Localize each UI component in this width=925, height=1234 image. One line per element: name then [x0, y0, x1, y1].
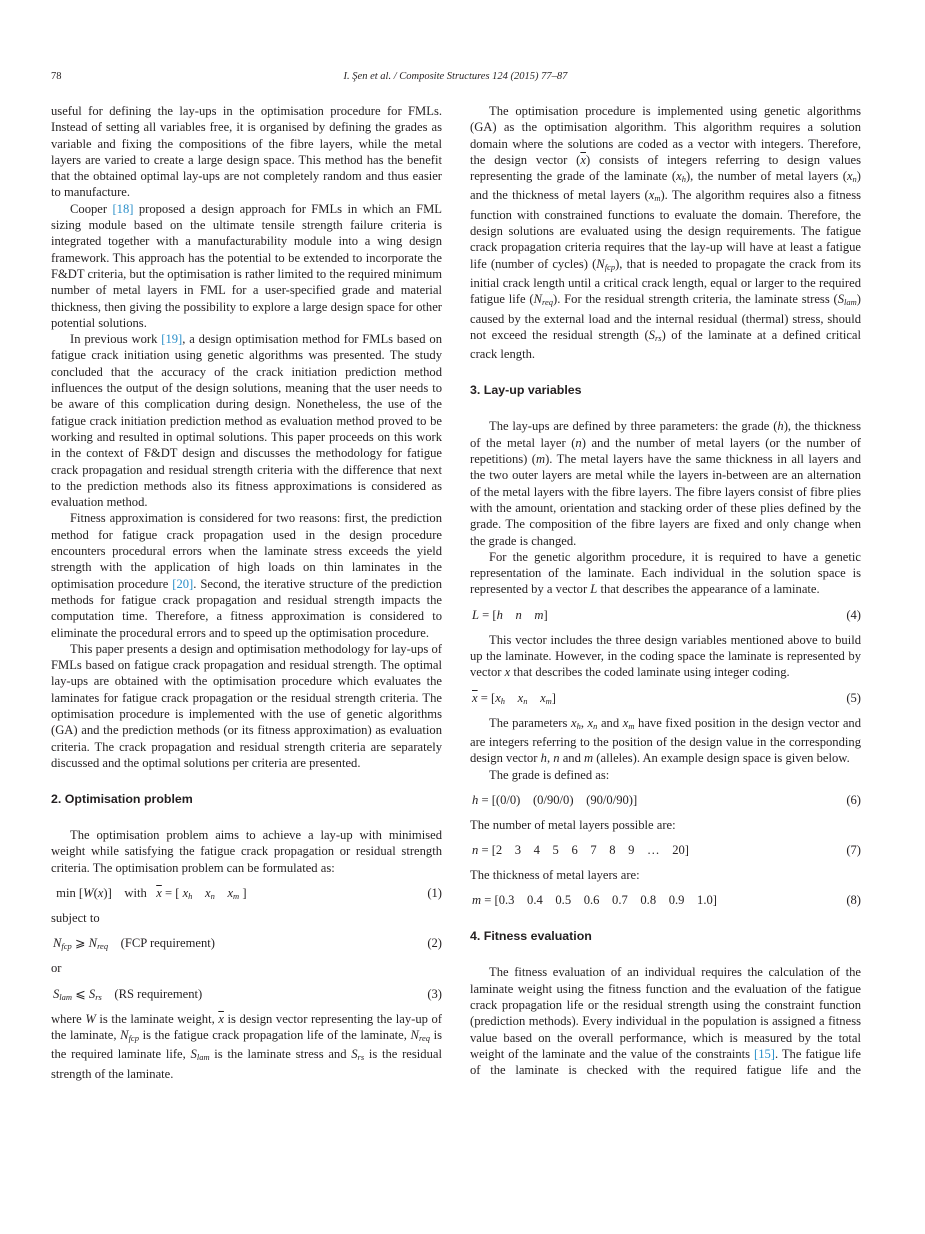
math-variable: x	[205, 886, 211, 901]
text-run: ]	[551, 690, 556, 705]
math-variable: S	[190, 1047, 197, 1062]
paragraph	[470, 715, 861, 767]
text-run: = [2 3 4 5 6 7 8 9 … 20]	[478, 843, 689, 858]
text-run: subject to	[51, 911, 100, 926]
vector-variable: $\overline{x}$	[580, 152, 586, 167]
text-run: ). The metal layers have the same thickness in all layers and the two outer layers are metal while the layers in-between are an alternation of the metal layers with the fibre layers. The fibre layers consist of fibre plies with the amount, orientation and stacking order of these plies defined by the grade. The composition of the fibre layers are fixed and only change when the grade is changed.	[470, 452, 861, 548]
text-run: ]	[543, 607, 548, 622]
math-variable: L	[472, 607, 480, 622]
text-run: For the genetic algorithm procedure, it is required to have a genetic representation of the laminate. Each individual in the solution space is represented by a vector	[470, 549, 861, 597]
subscript: h	[576, 720, 581, 731]
inline-text	[51, 910, 442, 926]
math-variable: n	[575, 435, 582, 450]
subscript: req	[418, 1032, 430, 1043]
equation-number: (5)	[846, 690, 861, 705]
vector-variable: $\overline{x}$	[156, 886, 162, 901]
math-variable: x	[97, 886, 104, 901]
math-variable: S	[648, 327, 655, 342]
paragraph	[51, 331, 442, 510]
equation-number: (4)	[846, 607, 861, 622]
subscript: rs	[654, 332, 662, 343]
paragraph	[470, 103, 861, 362]
equation-body	[51, 886, 247, 900]
equation-body	[470, 608, 548, 622]
paragraph	[51, 1011, 442, 1082]
text-run	[503, 608, 516, 622]
text-run: The optimisation problem aims to achieve a lay-up with minimised weight while satisfying the fatigue crack propagation or residual strength criteria. The optimisation problem can be formulated as:	[51, 828, 442, 875]
paragraph	[51, 103, 442, 201]
text-run: ) of the laminate at a defined critical crack length.	[470, 327, 861, 362]
text-run: or	[51, 961, 62, 976]
math-variable: x	[622, 715, 629, 730]
subscript: lam	[59, 991, 73, 1002]
text-run: ) caused by the external load and the internal residual (thermal) stress, should not exceed the residual strength (	[470, 292, 861, 342]
subscript: h	[681, 174, 686, 185]
text-run	[522, 608, 535, 622]
citation-link[interactable]: [18]	[112, 201, 134, 216]
subscript: h	[188, 891, 193, 902]
paragraph	[51, 510, 442, 640]
text-run: The parameters	[489, 715, 571, 730]
equation	[470, 842, 861, 858]
text-run: ), the number of metal layers (	[685, 169, 847, 184]
text-run: (RS requirement)	[101, 986, 203, 1001]
text-run: ,	[580, 715, 588, 730]
subscript: lam	[196, 1052, 210, 1063]
math-variable: N	[596, 256, 605, 271]
equation-number: (8)	[846, 893, 861, 908]
paragraph	[51, 201, 442, 331]
subscript: n	[523, 695, 528, 706]
vector-variable: $\overline{x}$	[218, 1011, 224, 1026]
inline-text	[51, 960, 442, 976]
text-run: = [0.3 0.4 0.5 0.6 0.7 0.8 0.9 1.0]	[481, 893, 717, 908]
paragraph	[51, 641, 442, 771]
math-variable: n	[472, 843, 479, 858]
subscript: m	[628, 720, 635, 731]
math-variable: x	[182, 886, 189, 901]
paragraph	[470, 767, 861, 783]
subscript: h	[500, 695, 506, 706]
text-run: that describes the appearance of a laminate.	[597, 582, 820, 597]
math-variable: x	[540, 690, 546, 705]
equation-number: (6)	[846, 792, 861, 807]
right-column	[470, 103, 861, 1078]
text-run: that describes the coded laminate using integer coding.	[510, 665, 790, 680]
text-run: )] with	[103, 886, 157, 901]
text-run: is the laminate stress and	[209, 1047, 352, 1062]
math-variable: x	[504, 665, 511, 680]
subscript: n	[210, 891, 215, 902]
math-variable: S	[88, 986, 96, 1001]
math-variable: n	[553, 751, 560, 766]
equation-body	[470, 893, 717, 907]
text-run: where	[51, 1011, 86, 1026]
section-heading: 3. Lay-up variables	[470, 383, 582, 398]
equation-body	[470, 691, 556, 705]
math-variable: W	[83, 886, 94, 901]
text-run: = [	[161, 886, 183, 901]
equation	[470, 892, 861, 908]
text-run: have fixed position in the design vector and are integers referring to the position of the design value in the corresponding design vector	[470, 715, 862, 766]
text-run: . Second, the iterative structure of the prediction methods for fatigue crack propagation and residual strength impacts the computation time. Therefore, a fitness approximation is considered to eliminate the procedural errors and to speed up the optimisation procedure.	[51, 576, 442, 640]
math-variable: S	[53, 986, 60, 1001]
equation	[51, 935, 442, 951]
subscript: m	[545, 695, 552, 706]
text-run: is design vector representing the lay-up of the laminate,	[51, 1011, 442, 1042]
page-number: 78	[51, 71, 62, 82]
subscript: req	[541, 297, 553, 308]
citation-link[interactable]: [20]	[172, 576, 194, 591]
text-run: ), the thickness of the metal layer (	[470, 419, 861, 450]
equation-number: (7)	[846, 843, 861, 858]
math-variable: x	[846, 169, 853, 184]
section-heading: 4. Fitness evaluation	[470, 929, 592, 944]
subscript: fcp	[128, 1032, 139, 1043]
math-variable: S	[351, 1047, 358, 1062]
paragraph	[51, 827, 442, 876]
math-variable: x	[495, 690, 501, 705]
paragraph	[470, 418, 861, 548]
text-run: = [(0/0) (0/90/0) (90/0/90)]	[478, 792, 638, 807]
text-run: ,	[546, 751, 554, 766]
journal-citation: I. Şen et al. / Composite Structures 124 (2015) 77–87	[343, 71, 568, 82]
text-run	[505, 691, 518, 705]
text-run: ), that is needed to propagate the crack from its initial crack length until a critical crack length, equal or larger to the required fatigue life (	[470, 256, 861, 307]
text-run: is the required laminate life,	[51, 1027, 442, 1062]
text-run: The optimisation procedure is implemented using genetic algorithms (GA) as the optimisation algorithm. This algorithm requires a solution domain where the solutions are coded as a vector with integers. Therefore, the design vector (	[470, 104, 861, 167]
left-column	[51, 103, 442, 1082]
equation-number: (1)	[427, 886, 442, 901]
subscript: fcp	[61, 941, 72, 952]
text-run: The number of metal layers possible are:	[470, 817, 676, 832]
equation	[470, 792, 861, 808]
math-variable: x	[570, 715, 577, 730]
text-run: and	[559, 751, 585, 766]
text-run: Fitness approximation is considered for two reasons: first, the prediction method for fatigue crack propagation used in the design procedure encounters procedural errors when the laminate stress exceeds the yield strength with the application of high loads on thin laminates in the optimisation procedure	[51, 511, 442, 591]
text-run	[215, 886, 228, 900]
math-variable: N	[120, 1027, 129, 1042]
text-run: (alleles). An example design space is given below.	[593, 751, 850, 766]
equation	[470, 607, 861, 623]
text-run: ⩾	[71, 936, 89, 951]
text-run: The lay-ups are defined by three parameters: the grade (	[489, 419, 778, 434]
equation	[51, 885, 442, 901]
text-run: and	[597, 715, 623, 730]
text-run: This vector includes the three design variables mentioned above to build up the laminate. However, in the coding space the laminate is represented by vector	[470, 632, 861, 680]
inline-text	[470, 817, 861, 833]
subscript: m	[654, 193, 661, 204]
math-variable: h	[472, 792, 479, 807]
text-run: ⩽	[72, 986, 89, 1001]
math-variable: S	[837, 292, 845, 307]
math-variable: L	[590, 582, 598, 597]
text-run: The thickness of metal layers are:	[470, 868, 640, 883]
equation-body	[470, 843, 689, 857]
text-run: (	[93, 886, 98, 901]
equation-body	[51, 936, 215, 950]
subscript: fcp	[604, 261, 616, 272]
math-variable: N	[533, 292, 542, 307]
text-run: Cooper	[70, 201, 113, 216]
subscript: m	[233, 891, 240, 902]
text-run: (FCP requirement)	[108, 936, 215, 951]
subscript: req	[97, 941, 109, 952]
equation-number: (2)	[427, 936, 442, 951]
math-variable: m	[472, 893, 482, 908]
equation	[51, 986, 442, 1002]
math-variable: x	[227, 886, 234, 901]
math-variable: h	[777, 419, 784, 434]
math-variable: h	[540, 751, 547, 766]
math-variable: N	[410, 1027, 419, 1042]
math-variable: h	[496, 607, 503, 622]
equation-body	[51, 987, 202, 1001]
paragraph	[470, 964, 861, 1078]
inline-text	[470, 867, 861, 883]
section-heading: 2. Optimisation problem	[51, 792, 193, 807]
math-variable: m	[534, 607, 544, 622]
math-variable: x	[676, 169, 682, 184]
math-variable: x	[517, 690, 524, 705]
text-run: ]	[239, 886, 247, 901]
subscript: lam	[844, 297, 857, 308]
math-variable: N	[53, 936, 62, 951]
math-variable: x	[648, 188, 655, 203]
math-variable: n	[515, 607, 522, 622]
math-variable: N	[88, 936, 98, 951]
text-run: useful for defining the lay-ups in the optimisation procedure for FMLs. Instead of setting all variables free, it is organised by defining the grades as variable and fixing the compositions of the fibre layers, while the metal layers are varied to create a large design space. This method has the benefit that the obtained optimal lay-ups are not completely random and thus easier to manufacture.	[51, 104, 442, 200]
text-run: . The fatigue life of the laminate is checked with the required fatigue life and the	[470, 1046, 861, 1078]
subscript: rs	[95, 991, 102, 1002]
math-variable: m	[535, 452, 546, 467]
equation-body	[470, 793, 637, 807]
text-run: In previous work	[70, 332, 162, 347]
text-run: = [	[477, 690, 496, 705]
math-variable: x	[587, 715, 594, 730]
vector-variable: $\overline{x}$	[472, 690, 478, 705]
text-run: ) and the number of metal layers (or the number of repetitions) (	[470, 435, 861, 467]
paragraph	[470, 632, 861, 681]
subscript: n	[852, 174, 857, 185]
text-run: min [	[53, 886, 84, 901]
text-run: The fitness evaluation of an individual requires the calculation of the laminate weight using the fitness function and the evaluation of the fatigue crack propagation life or the residual strength using the constraint function (prediction methods). Every individual in the population is assigned a fitness value based on the overall performance, which is measured by the total weight of the laminate and the value of the constraints	[470, 965, 861, 1061]
text-run: , a design optimisation method for FMLs based on fatigue crack initiation using genetic algorithms was presented. The study concluded that the accuracy of the crack initiation prediction method influences the output of the design solutions, meaning that the user needs to be aware of this complication during design. Nonetheless, the use of the fatigue crack initiation prediction method as evaluation method proved to be working and resulted in optimal solutions. This paper proceeds on this work in the context of F&DT design and discusses the methodology for fatigue crack propagation and residual strength criteria with the difference that next to the prediction methods also its fitness approximations is considered as evaluation method.	[51, 332, 442, 510]
text-run: ) and the thickness of metal layers (	[470, 169, 861, 203]
text-run	[527, 691, 540, 705]
subscript: rs	[357, 1052, 365, 1063]
math-variable: W	[85, 1011, 96, 1026]
math-variable: m	[584, 751, 594, 766]
text-run: = [	[479, 607, 497, 622]
citation-link[interactable]: [19]	[161, 332, 183, 347]
running-header	[51, 71, 860, 87]
text-run: The grade is defined as:	[489, 767, 610, 782]
text-run: proposed a design approach for FMLs in which an FML sizing module based on the ultimate tensile strength failure criteria is integrated together with a manufacturability module into a wing design framework. This approach has the potential to be extended to incorporate the F&DT criteria, but the optimisation is rather limited to the required minimum number of metal layers in FML for a user-specified grade and material thickness, then giving the possibility to explore a large design space for other potential solutions.	[51, 201, 442, 330]
text-run: ) consists of integers referring to design values representing the grade of the laminate (	[470, 152, 861, 184]
text-run	[192, 886, 205, 900]
text-run: ). The algorithm requires also a fitness function with constrained functions to evaluate the domain. Therefore, the design solutions are evaluated using the design requirements. The fatigue crack propagation criteria requires that the lay-up will have at least a fatigue life (number of cycles) (	[470, 188, 862, 271]
citation-link[interactable]: [15]	[754, 1046, 775, 1061]
equation	[470, 690, 861, 706]
text-run: is the residual strength of the laminate.	[51, 1047, 442, 1081]
paragraph	[470, 549, 861, 598]
text-run: is the fatigue crack propagation life of the laminate,	[138, 1027, 411, 1042]
text-run: is the laminate weight,	[95, 1011, 219, 1026]
text-run: This paper presents a design and optimisation methodology for lay-ups of FMLs based on fatigue crack propagation and residual strength. The optimal lay-ups are obtained with the optimisation procedure which evaluates the laminates for fatigue crack propagation or the residual strength criteria. The optimisation procedure is implemented with the use of genetic algorithms (GA) and the prediction methods (or its fitness approximation) as evaluation criteria. The crack propagation and residual strength criteria are separately discussed and the optimal solutions per criteria are presented.	[51, 641, 442, 770]
text-run: ). For the residual strength criteria, the laminate stress (	[553, 292, 838, 307]
equation-number: (3)	[427, 986, 442, 1001]
subscript: n	[593, 720, 598, 731]
